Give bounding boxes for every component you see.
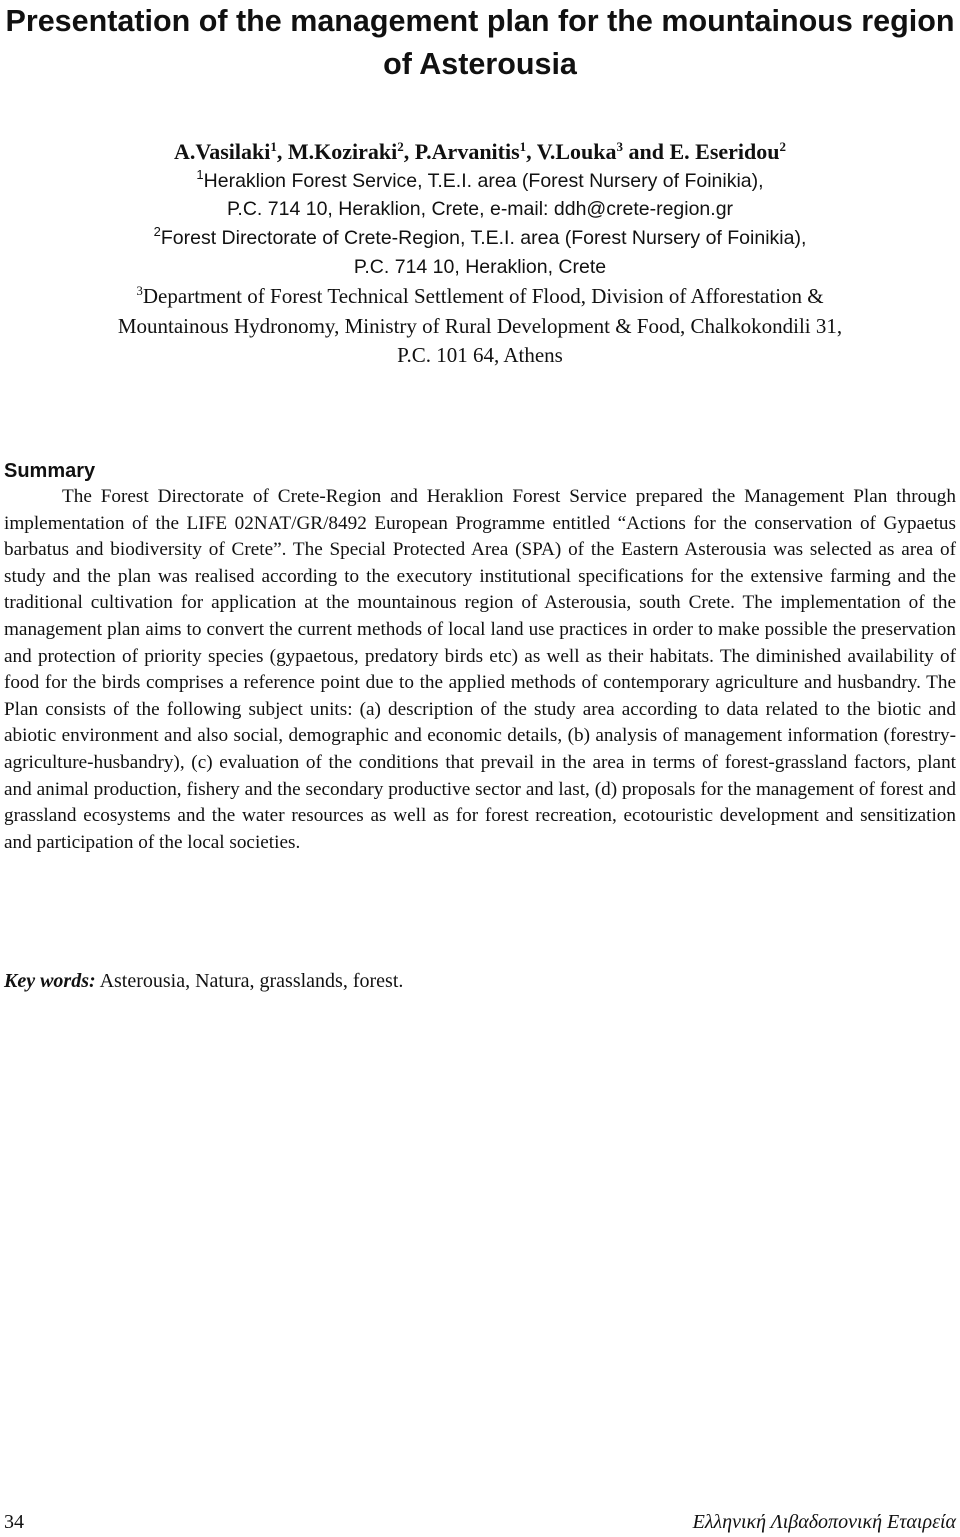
affiliation-text: Forest Directorate of Crete-Region, T.E.I. area (Forest Nursery of Foinikia), [160,227,807,249]
keywords-label: Key words: [4,970,96,992]
author-separator: , [276,139,288,164]
author-name: P.Arvanitis [414,139,520,164]
affiliation-text: P.C. 714 10, Heraklion, Crete [353,256,607,278]
summary-paragraph: The Forest Directorate of Crete-Region and Heraklion Forest Service prepared the Management Plan through implementation of the LIFE 02NAT/GR/8492 European Programme entitled “Actions for the conservation of Gypaetus barbatus and biodiversity of Crete”. The Special Protected Area (SPA) of the Eastern Asterousia was selected as area of study and the plan was realised according to the executory institutional specifications for the extensive farming and the traditional cultivation for application at the mountainous region of Asterousia, south Crete. The implementation of the management plan aims to convert the current methods of local land use practices in order to make possible the preservation and protection of priority species (gypaetous, predatory birds etc) as well as their habitats. The diminished availability of food for the birds comprises a reference point due to the applied methods of contemporary agriculture and husbandry. The Plan consists of the following subject units: (a) description of the study area according to data related to the biotic and abiotic environment and also social, demographic and economic details, (b) analysis of management information (forestry-agriculture-husbandry), (c) evaluation of the conditions that prevail in the area in terms of forest-grassland factors, plant and animal production, fishery and the secondary productive sector and last, (d) proposals for the management of forest and grassland ecosystems and the water resources as well as for forest recreation, ecotouristic development and sensitization and participation of the local societies. [4,486,956,853]
author-name: V.Louka [536,139,617,164]
affiliation-3-line-1 [0,282,960,310]
affiliation-mark: 2 [153,224,161,239]
author-affiliation-mark: 2 [779,139,786,154]
affiliation-1-line-2 [0,195,960,223]
author-affiliation-mark: 1 [270,139,277,154]
author-separator: , [526,139,537,164]
affiliation-2-line-2 [0,253,960,281]
running-footer: Ελληνική Λιβαδοπονική Εταιρεία [692,1511,956,1533]
affiliation-3-line-3 [0,341,960,369]
author-separator: and [622,139,670,164]
affiliation-1-line-1 [0,167,960,195]
affiliation-3-line-2 [0,312,960,340]
author-list [0,138,960,166]
paper-title: Presentation of the management plan for the mountainous region of Asterousia [5,4,955,81]
affiliation-mark: 3 [136,283,143,298]
author-name: A.Vasilaki [173,139,271,164]
author-affiliation-mark: 2 [397,139,404,154]
affiliation-mark: 1 [196,167,204,182]
affiliation-text: Heraklion Forest Service, T.E.I. area (Forest Nursery of Foinikia), [203,170,764,192]
affiliation-text: P.C. 714 10, Heraklion, Crete, e-mail: ddh@crete-region.gr [226,198,734,220]
keywords-line [4,967,403,995]
author-separator: , [403,139,415,164]
author-affiliation-mark: 1 [519,139,527,154]
page-number: 34 [4,1511,24,1533]
author-name: E. Eseridou [669,139,780,164]
keywords-text: Asterousia, Natura, grasslands, forest. [95,970,404,992]
affiliation-text: Department of Forest Technical Settlement of Flood, Division of Afforestation & [142,284,824,308]
author-affiliation-mark: 3 [616,139,623,154]
affiliation-2-line-1 [0,224,960,252]
author-name: M.Koziraki [287,139,398,164]
affiliation-text: Mountainous Hydronomy, Ministry of Rural Development & Food, Chalkokondili 31, [117,314,843,338]
summary-heading: Summary [4,460,96,482]
affiliation-text: P.C. 101 64, Athens [397,343,563,367]
